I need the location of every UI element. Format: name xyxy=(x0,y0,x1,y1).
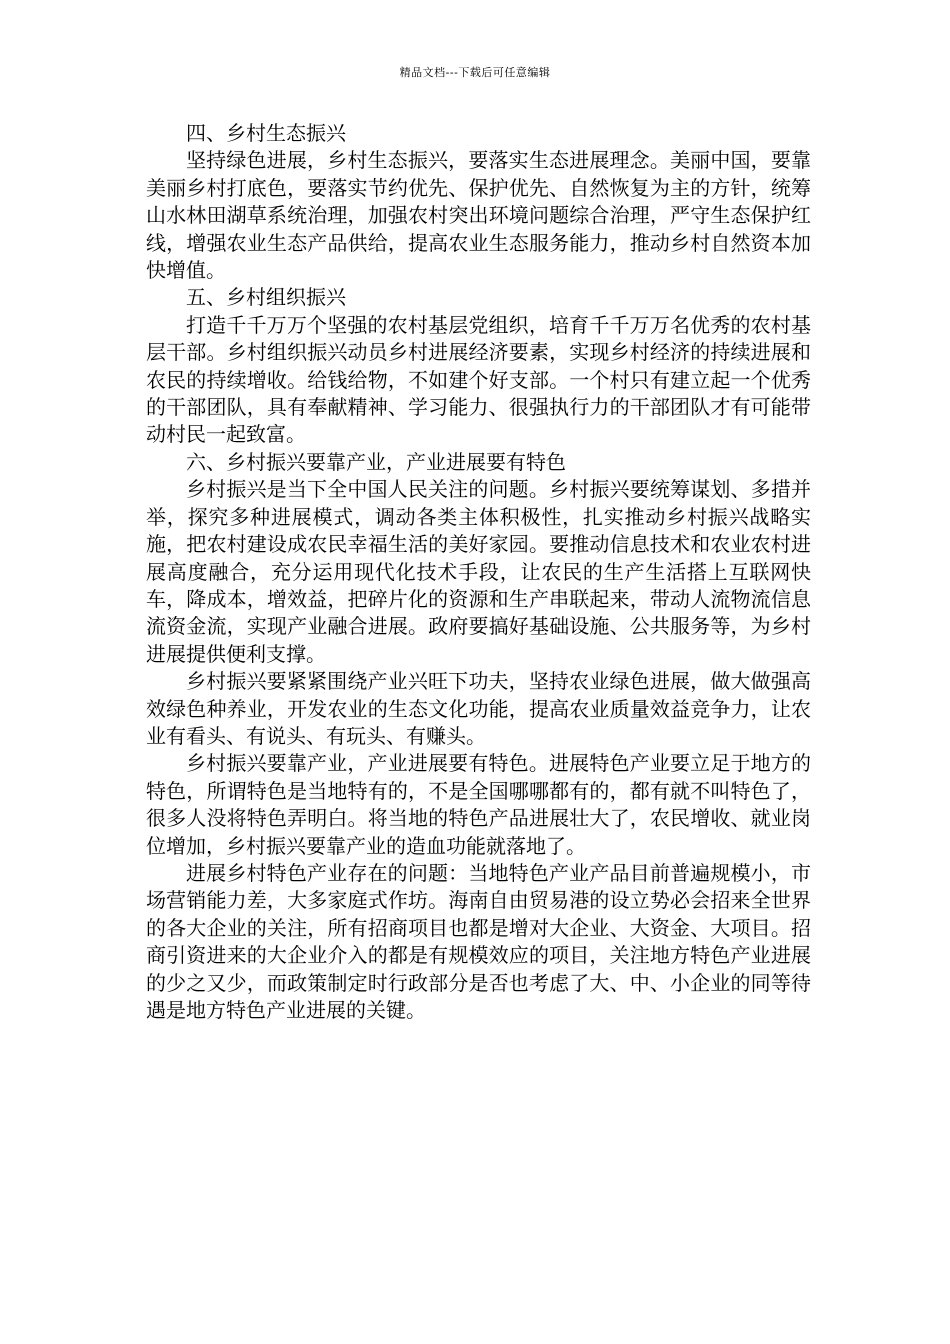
paragraph-ecological: 坚持绿色进展，乡村生态振兴，要落实生态进展理念。美丽中国，要靠美丽乡村打底色，要落实节约优先、保护优先、自然恢复为主的方针，统筹山水林田湖草系统治理，加强农村突出环境问题综合治理，严守生态保护红线，增强农业生态产品供给，提高农业生态服务能力，推动乡村自然资本加快增值。 xyxy=(146,148,811,283)
paragraph-industry-2: 乡村振兴要紧紧围绕产业兴旺下功夫，坚持农业绿色进展，做大做强高效绿色种养业，开发农业的生态文化功能，提高农业质量效益竞争力，让农业有看头、有说头、有玩头、有赚头。 xyxy=(146,669,811,748)
heading-organization-revitalization: 五、乡村组织振兴 xyxy=(186,285,346,310)
paragraph-organization: 打造千千万万个坚强的农村基层党组织，培育千千万万名优秀的农村基层干部。乡村组织振兴动员乡村进展经济要素，实现乡村经济的持续进展和农民的持续增收。给钱给物，不如建个好支部。一个村只有建立起一个优秀的干部团队，具有奉献精神、学习能力、很强执行力的干部团队才有可能带动村民一起致富。 xyxy=(146,312,811,447)
paragraph-industry-problems: 进展乡村特色产业存在的问题：当地特色产业产品目前普遍规模小，市场营销能力差，大多家庭式作坊。海南自由贸易港的设立势必会招来全世界的各大企业的关注，所有招商项目也都是增对大企业、大资金、大项目。招商引资进来的大企业介入的都是有规模效应的项目，关注地方特色产业进展的少之又少，而政策制定时行政部分是否也考虑了大、中、小企业的同等待遇是地方特色产业进展的关键。 xyxy=(146,860,811,1022)
document-body xyxy=(146,120,811,1024)
paragraph-industry-1: 乡村振兴是当下全中国人民关注的问题。乡村振兴要统筹谋划、多措并举，探究多种进展模式，调动各类主体积极性，扎实推动乡村振兴战略实施，把农村建设成农民幸福生活的美好家园。要推动信息技术和农业农村进展高度融合，充分运用现代化技术手段，让农民的生产生活搭上互联网快车，降成本，增效益，把碎片化的资源和生产串联起来，带动人流物流信息流资金流，实现产业融合进展。政府要搞好基础设施、公共服务等，为乡村进展提供便利支撑。 xyxy=(146,477,811,666)
heading-industry-characteristics: 六、乡村振兴要靠产业，产业进展要有特色 xyxy=(186,449,566,474)
paragraph-industry-3: 乡村振兴要靠产业，产业进展要有特色。进展特色产业要立足于地方的特色，所谓特色是当地特有的，不是全国哪哪都有的，都有就不叫特色了，很多人没将特色弄明白。将当地的特色产品进展壮大了，农民增收、就业岗位增加，乡村振兴要靠产业的造血功能就落地了。 xyxy=(146,751,811,858)
page-header: 精品文档---下载后可任意编辑 xyxy=(399,66,551,79)
heading-ecological-revitalization: 四、乡村生态振兴 xyxy=(186,121,346,145)
